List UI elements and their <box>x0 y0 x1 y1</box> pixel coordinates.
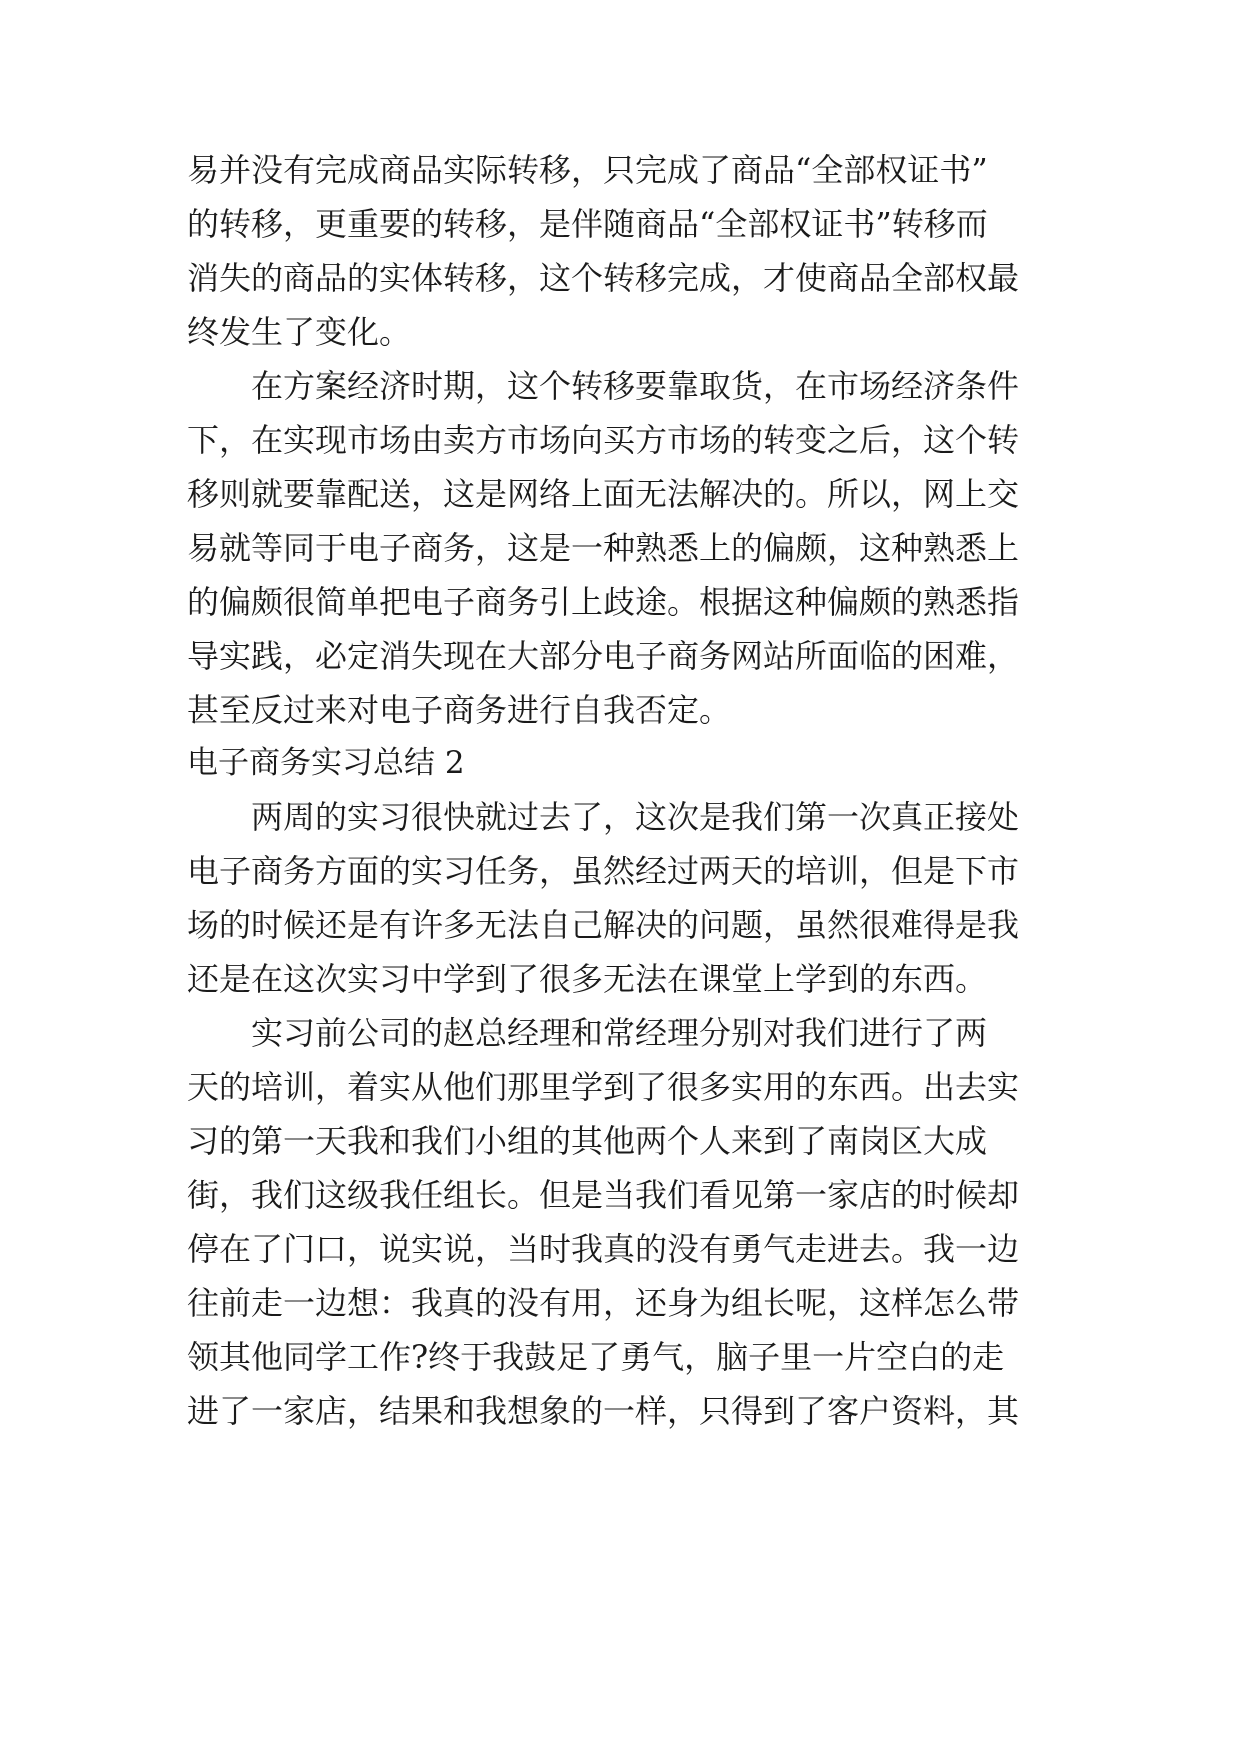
paragraph-line: 消失的商品的实体转移，这个转移完成，才使商品全部权最 <box>187 259 1020 297</box>
paragraph-line: 往前走一边想：我真的没有用，还身为组长呢，这样怎么带 <box>187 1284 1020 1322</box>
paragraph-line: 还是在这次实习中学到了很多无法在课堂上学到的东西。 <box>187 960 988 998</box>
paragraph-line: 两周的实习很快就过去了，这次是我们第一次真正接处 <box>251 798 1020 836</box>
paragraph-line: 习的第一天我和我们小组的其他两个人来到了南岗区大成 <box>187 1122 988 1160</box>
paragraph-line: 街，我们这级我任组长。但是当我们看见第一家店的时候却 <box>187 1176 1020 1214</box>
paragraph-line: 停在了门口，说实说，当时我真的没有勇气走进去。我一边 <box>187 1230 1020 1268</box>
paragraph-line: 场的时候还是有许多无法自己解决的问题，虽然很难得是我 <box>187 906 1020 944</box>
paragraph-line: 移则就要靠配送，这是网络上面无法解决的。所以，网上交 <box>187 475 1020 513</box>
paragraph-line: 在方案经济时期，这个转移要靠取货，在市场经济条件 <box>251 367 1020 405</box>
paragraph-line: 易并没有完成商品实际转移，只完成了商品“全部权证书” <box>187 151 988 189</box>
paragraph-line: 实习前公司的赵总经理和常经理分别对我们进行了两 <box>251 1014 988 1052</box>
paragraph-line: 终发生了变化。 <box>187 313 412 351</box>
paragraph-line: 导实践，必定消失现在大部分电子商务网站所面临的困难， <box>187 637 1020 675</box>
paragraph-line: 天的培训，着实从他们那里学到了很多实用的东西。出去实 <box>187 1068 1020 1106</box>
paragraph-line: 进了一家店，结果和我想象的一样，只得到了客户资料，其 <box>187 1392 1020 1430</box>
section-heading: 电子商务实习总结 2 <box>187 745 465 781</box>
paragraph-line: 甚至反过来对电子商务进行自我否定。 <box>187 691 732 729</box>
paragraph-line: 电子商务方面的实习任务，虽然经过两天的培训，但是下市 <box>187 852 1020 890</box>
paragraph-line: 领其他同学工作?终于我鼓足了勇气，脑子里一片空白的走 <box>187 1338 1005 1376</box>
paragraph-line: 易就等同于电子商务，这是一种熟悉上的偏颇，这种熟悉上 <box>187 529 1020 567</box>
paragraph-line: 的转移，更重要的转移，是伴随商品“全部权证书”转移而 <box>187 205 988 243</box>
paragraph-line: 下，在实现市场由卖方市场向买方市场的转变之后，这个转 <box>187 421 1020 459</box>
paragraph-line: 的偏颇很简单把电子商务引上歧途。根据这种偏颇的熟悉指 <box>187 583 1020 621</box>
